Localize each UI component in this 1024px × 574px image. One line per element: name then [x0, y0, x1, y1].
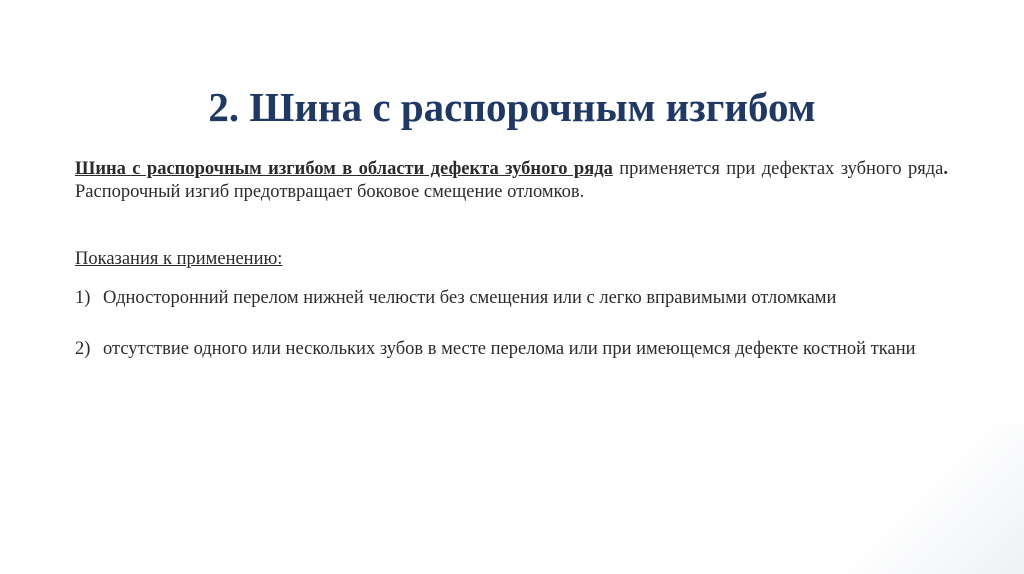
list-item-number: 1) — [75, 288, 91, 308]
intro-text-1: применяется при дефектах зубного ряда — [612, 159, 944, 179]
list-item-number: 2) — [75, 339, 91, 359]
indications-heading: Показания к применению: — [75, 249, 283, 269]
corner-decoration — [844, 424, 1024, 574]
intro-bold-dot: . — [943, 159, 948, 179]
slide-body — [75, 158, 948, 389]
list-item — [75, 287, 948, 310]
intro-text-2: Распорочный изгиб предотвращает боковое смещение отломков. — [75, 182, 585, 202]
slide-title: 2. Шина с распорочным изгибом — [208, 84, 816, 131]
intro-paragraph — [75, 158, 948, 204]
intro-lead: Шина с распорочным изгибом в области дефекта зубного ряда — [75, 159, 613, 179]
indications-list — [75, 287, 948, 361]
list-item-text: Односторонний перелом нижней челюсти без смещения или с легко вправимыми отломками — [103, 288, 837, 308]
list-item-text: отсутствие одного или нескольких зубов в месте перелома или при имеющемся дефекте костной ткани — [103, 339, 916, 359]
list-item — [75, 338, 948, 361]
